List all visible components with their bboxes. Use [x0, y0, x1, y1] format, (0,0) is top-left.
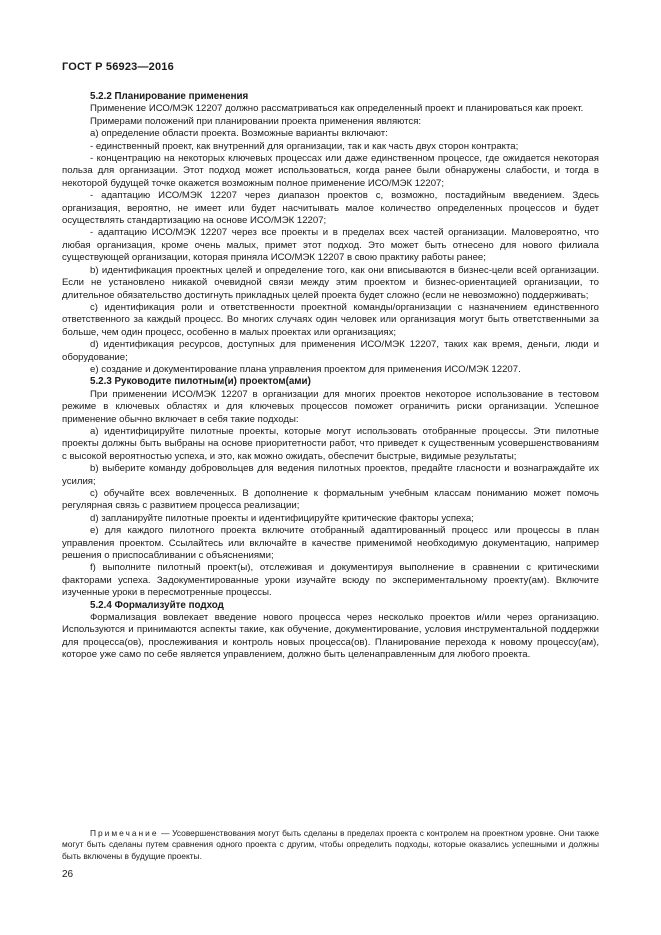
paragraph: - концентрацию на некоторых ключевых процессах или даже единственном процессе, где ожидается некоторая польза для организации. Этот подход может использоваться, когда ранее были обнаружены слабости, и тогда в некоторой будущей точке окажется возможным полное применение ИСО/МЭК 12207;: [62, 153, 599, 189]
note-label: Примечание: [90, 828, 159, 838]
paragraph: c) идентификация роли и ответственности проектной команды/организации с назначением единственного ответственного за каждый процесс. Во многих случаях один человек или организация могут быть ответственными за больше, чем один процесс, особенно в малых проектах или организациях;: [62, 301, 599, 338]
paragraph: b) выберите команду добровольцев для ведения пилотных проектов, предайте гласности и вознаграждайте их усилия;: [62, 463, 599, 487]
paragraph: Примерами положений при планировании проекта применения являются:: [90, 115, 422, 127]
document-code-header: ГОСТ Р 56923—2016: [62, 61, 174, 73]
page-number: 26: [62, 869, 74, 880]
paragraph: - адаптацию ИСО/МЭК 12207 через все проекты и в пределах всех частей организации. Маловероятно, что любая организация, кроме очень малых, примет этот подход. Это может быть отнесено для нового филиала существующей организации, которая приняла ИСО/МЭК 12207 в свою практику работы ранее;: [62, 227, 599, 264]
paragraph: а) определение области проекта. Возможные варианты включают:: [90, 128, 388, 140]
section-heading: 5.2.3 Руководите пилотным(и) проектом(ами): [90, 376, 311, 388]
paragraph: Применение ИСО/МЭК 12207 должно рассматриваться как определенный проект и планироваться как проект.: [90, 103, 584, 115]
paragraph: Формализация вовлекает введение нового процесса через несколько проектов и/или через организацию. Используются и принимаются аспекты такие, как обучение, документирование, условия инструментальной поддержки для процесса(ов), прослеживания и контроль новых процесса(ов). Планирование перехода к новому процессу(ам), которое уже само по себе является управлением, должно быть целенаправленным для любого проекта.: [62, 612, 599, 661]
paragraph: d) идентификация ресурсов, доступных для применения ИСО/МЭК 12207, таких как время, деньги, люди и оборудование;: [62, 339, 599, 363]
paragraph: c) обучайте всех вовлеченных. В дополнение к формальным учебным классам пониманию может помочь регулярная связь с развитием процесса реализации;: [62, 488, 599, 512]
paragraph: e) для каждого пилотного проекта включите отобранный адаптированный процесс или процессы в план управления проектом. Ссылайтесь или включайте в качестве применимой необходимую документацию, например решения о приспосабливании с объяснениями;: [62, 525, 599, 562]
section-heading: 5.2.2 Планирование применения: [90, 91, 249, 102]
note-text: — Усовершенствования могут быть сделаны в пределах проекта с контролем на проектном уровне. Они также могут быть сделаны путем сравнения одного проекта с другим, чтобы определить подходы, которые оказались успешными и должны быть включены в будущие проекты.: [62, 828, 599, 861]
paragraph: d) запланируйте пилотные проекты и идентифицируйте критические факторы успеха;: [90, 512, 474, 524]
paragraph: e) создание и документирование плана управления проектом для применения ИСО/МЭК 12207.: [90, 363, 521, 375]
note-block: [62, 828, 599, 862]
document-body: [62, 91, 599, 662]
paragraph: a) идентифицируйте пилотные проекты, которые могут использовать отобранные процессы. Эти пилотные проекты должны быть выбраны на основе приоритетности работ, что приведет к существенным усовершенствованиям с высокой вероятностью успеха, и это, как можно ожидать, обеспечит быстрые, видимые результаты;: [62, 425, 599, 462]
paragraph: - единственный проект, как внутренний для организации, так и как часть двух сторон контракта;: [90, 140, 519, 152]
paragraph: - адаптацию ИСО/МЭК 12207 через диапазон проектов с, возможно, постадийным введением. Здесь организация, вероятно, не имеет или будет насчитывать малое количество определенных процессов и будет осуществлять стандартизацию на основе ИСО/МЭК 12207;: [62, 190, 599, 227]
paragraph: b) идентификация проектных целей и определение того, как они вписываются в бизнес-цели всей организации. Если не установлено никакой очевидной связи между этим проектом и бизнес-ориентацией организации, то длительное обязательство достигнуть прикладных целей проекта будет сложно (если не невозможно) поддерживать;: [62, 264, 599, 301]
note-paragraph: [62, 828, 599, 862]
paragraph: f) выполните пилотный проект(ы), отслеживая и документируя выполнение в сравнении с критическими факторами успеха. Задокументированные уроки изучайте всюду по экспериментальному проекту(ам). Включите изученные уроки в пересмотренные процессы.: [62, 562, 599, 599]
section-heading: 5.2.4 Формализуйте подход: [90, 599, 224, 611]
paragraph: При применении ИСО/МЭК 12207 в организации для многих проектов некоторое использование в тестовом режиме в ключевых областях и для ключевых процессов поможет ограничить риски организации. Успешное применение обычно включает в себя такие подходы:: [62, 388, 599, 425]
